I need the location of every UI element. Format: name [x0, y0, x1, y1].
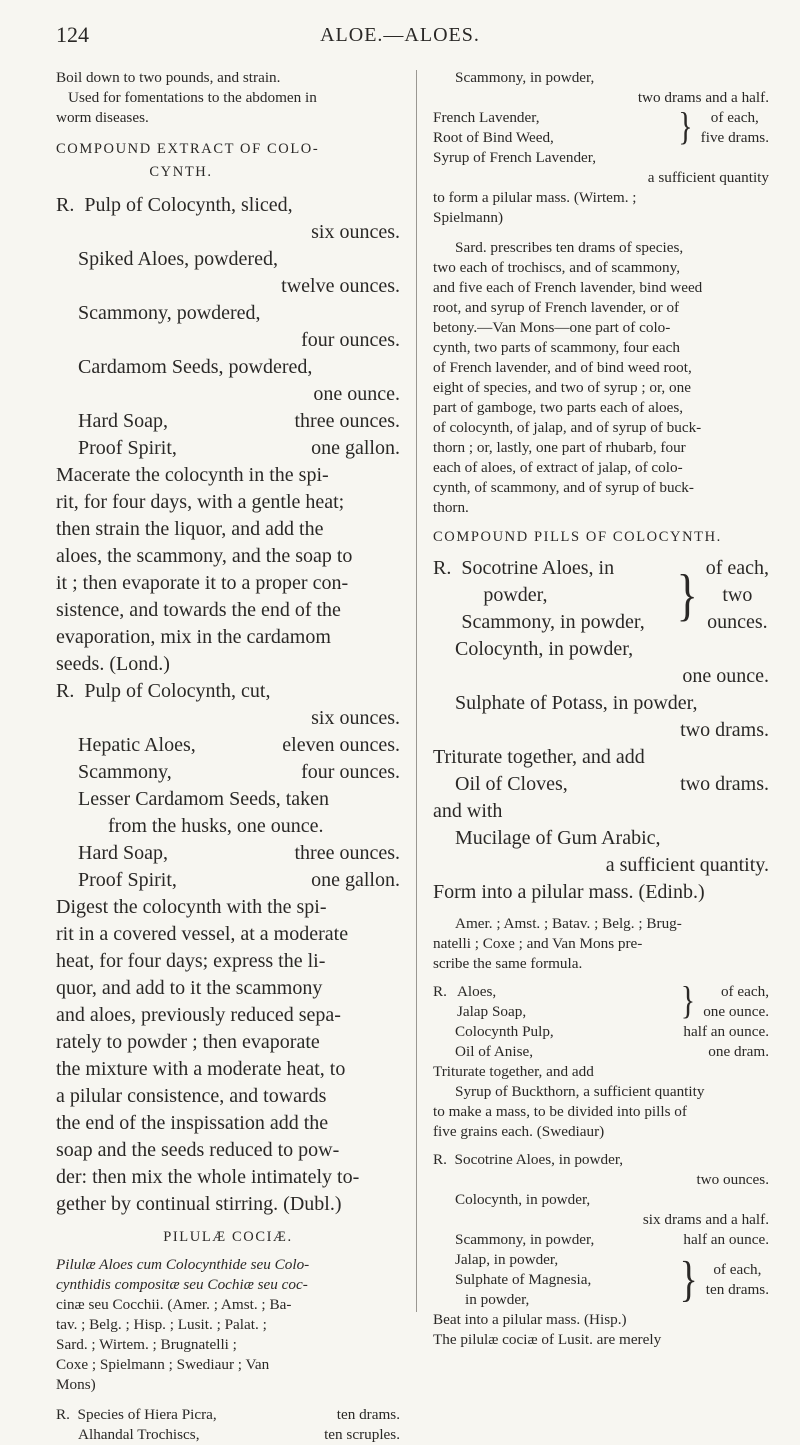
macerate-paragraph	[56, 462, 400, 678]
ingredient: Scammony,	[78, 761, 172, 783]
pilulae-paragraph	[56, 1255, 400, 1395]
ingredient: Lesser Cardamom Seeds, taken	[78, 788, 330, 810]
quantity: two ounces.	[696, 1171, 769, 1188]
text-line: Used for fomentations to the abdomen in	[68, 89, 317, 106]
quantity: six ounces.	[311, 221, 400, 243]
section-heading-pilulae-cociae	[56, 1226, 400, 1249]
ingredient: powder,	[483, 584, 548, 606]
ingredient: Colocynth, in powder,	[455, 1191, 591, 1208]
text-line: cynthidis compositæ seu Cochiæ seu coc-	[56, 1276, 308, 1293]
quantity: two drams.	[680, 773, 769, 795]
quantity: two drams and a half.	[637, 89, 769, 106]
quantity: two	[722, 584, 753, 606]
amer-paragraph	[433, 914, 769, 974]
brace-icon: }	[678, 105, 693, 149]
recipe-marker: R.	[433, 983, 447, 1000]
quantity: one ounce.	[682, 665, 769, 687]
quantity: of each,	[713, 1261, 762, 1278]
ingredient: Species of Hiera Picra,	[77, 1406, 217, 1423]
quantity: six drams and a half.	[642, 1211, 769, 1228]
ingredient: Syrup of French Lavender,	[433, 149, 597, 166]
text-line: Syrup of Buckthorn, a sufficient quantity	[455, 1083, 705, 1100]
text-line: gether by continual stirring. (Dubl.)	[56, 1193, 342, 1215]
quantity: a sufficient quantity.	[605, 854, 769, 876]
ingredient: Alhandal Trochiscs,	[78, 1426, 200, 1443]
quantity: one ounce.	[313, 383, 400, 405]
recipe-compound-pills	[433, 555, 769, 906]
recipe-2	[56, 678, 400, 894]
text-line: to form a pilular mass. (Wirtem. ;	[433, 189, 637, 206]
quantity: of each,	[710, 109, 759, 126]
recipe-continued	[433, 68, 769, 228]
recipe-marker: R.	[56, 1406, 70, 1423]
text-line: aloes, the scammony, and the soap to	[56, 545, 353, 567]
text-line: Beat into a pilular mass. (Hisp.)	[433, 1311, 627, 1328]
recipe-swediaur	[433, 979, 769, 1142]
text-line: Sard. prescribes ten drams of species,	[455, 239, 684, 256]
text-line: rately to powder ; then evaporate	[56, 1031, 320, 1053]
ingredient: Proof Spirit,	[78, 869, 177, 891]
quantity: three ounces.	[294, 410, 400, 432]
ingredient: Hard Soap,	[78, 410, 168, 432]
quantity: ten drams.	[705, 1281, 769, 1298]
quantity: six ounces.	[311, 707, 400, 729]
quantity: ten drams.	[336, 1406, 400, 1423]
text-line: The pilulæ cociæ of Lusit. are merely	[433, 1331, 662, 1348]
ingredient: Pulp of Colocynth, sliced,	[84, 194, 293, 216]
quantity: eleven ounces.	[282, 734, 400, 756]
text-line: cynth, two parts of scammony, four each	[433, 339, 681, 356]
ingredient: Sulphate of Potass, in powder,	[455, 692, 698, 714]
text-line: Coxe ; Spielmann ; Swediaur ; Van	[56, 1356, 270, 1373]
text-line: rit, for four days, with a gentle heat;	[56, 491, 345, 513]
text-line: Boil down to two pounds, and strain.	[56, 69, 281, 86]
quantity: four ounces.	[301, 761, 400, 783]
ingredient: French Lavender,	[433, 109, 540, 126]
text-line: Triturate together, and add	[433, 746, 645, 768]
intro-paragraph	[56, 68, 400, 128]
quantity: four ounces.	[301, 329, 400, 351]
quantity: half an ounce.	[683, 1023, 769, 1040]
ingredient: Oil of Cloves,	[455, 773, 568, 795]
page-number: 124	[56, 22, 89, 47]
recipe-marker: R.	[56, 680, 75, 702]
text-line: and with	[433, 800, 503, 822]
text-line: eight of species, and two of syrup ; or, one	[433, 379, 691, 396]
text-line: Form into a pilular mass. (Edinb.)	[433, 881, 705, 903]
text-line: thorn ; or, lastly, one part of rhubarb, four	[433, 439, 686, 456]
recipe-hisp	[433, 1150, 769, 1350]
recipe-marker: R.	[56, 194, 75, 216]
sard-paragraph	[433, 238, 769, 518]
quantity: two drams.	[680, 719, 769, 741]
quantity: five drams.	[700, 129, 769, 146]
ingredient: Scammony, in powder,	[461, 611, 645, 633]
quantity: one ounce.	[703, 1003, 769, 1020]
text-line: rit in a covered vessel, at a moderate	[56, 923, 349, 945]
text-line: to make a mass, to be divided into pills of	[433, 1103, 687, 1120]
text-line: of colocynth, of jalap, and of syrup of buck-	[433, 419, 702, 436]
text-line: sistence, and towards the end of the	[56, 599, 341, 621]
ingredient: Socotrine Aloes, in powder,	[454, 1151, 624, 1168]
ingredient: Scammony, in powder,	[455, 1231, 595, 1248]
text-line: Digest the colocynth with the spi-	[56, 896, 327, 918]
ingredient: in powder,	[465, 1291, 530, 1308]
ingredient: Jalap, in powder,	[455, 1251, 559, 1268]
section-heading-compound-extract	[56, 138, 400, 184]
ingredient: Aloes,	[456, 983, 497, 1000]
ingredient: Cardamom Seeds, powdered,	[78, 356, 313, 378]
ingredient: Socotrine Aloes, in	[461, 557, 615, 579]
text-line: a pilular consistence, and towards	[56, 1085, 327, 1107]
quantity: from the husks, one ounce.	[108, 815, 324, 837]
text-line: the mixture with a moderate heat, to	[56, 1058, 346, 1080]
quantity: ounces.	[707, 611, 768, 633]
ingredient: Sulphate of Magnesia,	[455, 1271, 592, 1288]
quantity: half an ounce.	[683, 1231, 769, 1248]
quantity: three ounces.	[294, 842, 400, 864]
text-line: Mons)	[56, 1376, 96, 1393]
brace-icon: }	[680, 979, 696, 1023]
ingredient: Scammony, powdered,	[78, 302, 261, 324]
text-line: betony.—Van Mons—one part of colo-	[433, 319, 671, 336]
recipe-1	[56, 192, 400, 462]
recipe-3	[56, 1405, 400, 1445]
text-line: evaporation, mix in the cardamom	[56, 626, 331, 648]
ingredient: Oil of Anise,	[455, 1043, 534, 1060]
text-line: Pilulæ Aloes cum Colocynthide seu Colo-	[56, 1256, 310, 1273]
text-line: soap and the seeds reduced to pow-	[56, 1139, 340, 1161]
quantity: a sufficient quantity	[647, 169, 769, 186]
text-line: Spielmann)	[433, 209, 504, 226]
ingredient: Hepatic Aloes,	[78, 734, 196, 756]
text-line: cinæ seu Cocchii. (Amer. ; Amst. ; Ba-	[56, 1296, 292, 1313]
ingredient: Hard Soap,	[78, 842, 168, 864]
recipe-marker: R.	[433, 557, 452, 579]
quantity: of each,	[705, 557, 769, 579]
text-line: scribe the same formula.	[433, 955, 583, 972]
text-line: part of gamboge, two parts each of aloes,	[433, 399, 684, 416]
section-heading-compound-pills	[433, 526, 769, 549]
text-line: tav. ; Belg. ; Hisp. ; Lusit. ; Palat. ;	[56, 1316, 267, 1333]
ingredient: Colocynth, in powder,	[455, 638, 634, 660]
text-line: Macerate the colocynth in the spi-	[56, 464, 329, 486]
text-line: it ; then evaporate it to a proper con-	[56, 572, 349, 594]
ingredient: Spiked Aloes, powdered,	[78, 248, 278, 270]
text-line: seeds. (Lond.)	[56, 653, 170, 675]
text-line: Triturate together, and add	[433, 1063, 594, 1080]
ingredient: Root of Bind Weed,	[433, 129, 554, 146]
heading-line: COMPOUND EXTRACT OF COLO-	[56, 141, 320, 157]
brace-icon: }	[679, 1252, 698, 1308]
ingredient: Pulp of Colocynth, cut,	[84, 680, 271, 702]
quantity: one gallon.	[311, 869, 400, 891]
recipe-marker: R.	[433, 1151, 447, 1168]
quantity: one gallon.	[311, 437, 400, 459]
text-line: of French lavender, and of bind weed root,	[433, 359, 692, 376]
text-line: and aloes, previously reduced sepa-	[56, 1004, 341, 1026]
brace-icon: }	[676, 563, 698, 627]
text-line: heat, for four days; express the li-	[56, 950, 326, 972]
digest-paragraph	[56, 894, 400, 1218]
text-line: quor, and add to it the scammony	[56, 977, 323, 999]
text-line: natelli ; Coxe ; and Van Mons pre-	[433, 935, 643, 952]
text-line: Amer. ; Amst. ; Batav. ; Belg. ; Brug-	[455, 915, 682, 932]
text-line: worm diseases.	[56, 109, 149, 126]
heading-line: COMPOUND PILLS OF COLOCYNTH.	[433, 529, 722, 545]
heading-line: PILULÆ COCIÆ.	[163, 1229, 293, 1245]
right-column	[433, 68, 769, 1350]
text-line: two each of trochiscs, and of scammony,	[433, 259, 681, 276]
ingredient: Scammony, in powder,	[455, 69, 595, 86]
text-line: cynth, of scammony, and of syrup of buck-	[433, 479, 694, 496]
text-line: root, and syrup of French lavender, or of	[433, 299, 680, 316]
ingredient: Jalap Soap,	[456, 1003, 527, 1020]
text-line: thorn.	[433, 499, 469, 516]
text-line: each of aloes, of extract of jalap, of colo-	[433, 459, 683, 476]
text-line: Sard. ; Wirtem. ; Brugnatelli ;	[56, 1336, 237, 1353]
quantity: twelve ounces.	[281, 275, 400, 297]
text-line: the end of the inspissation add the	[56, 1112, 329, 1134]
column-rule	[416, 70, 417, 1312]
heading-line: CYNTH.	[149, 164, 213, 180]
ingredient: Colocynth Pulp,	[455, 1023, 554, 1040]
quantity: of each,	[720, 983, 769, 1000]
running-title: ALOE.—ALOES.	[320, 24, 480, 46]
ingredient: Mucilage of Gum Arabic,	[455, 827, 661, 849]
text-line: then strain the liquor, and add the	[56, 518, 324, 540]
text-line: and five each of French lavender, bind weed	[433, 279, 703, 296]
quantity: one dram.	[708, 1043, 769, 1060]
text-line: der: then mix the whole intimately to-	[56, 1166, 360, 1188]
text-line: five grains each. (Swediaur)	[433, 1123, 605, 1140]
ingredient: Proof Spirit,	[78, 437, 177, 459]
quantity: ten scruples.	[324, 1426, 400, 1443]
left-column	[56, 68, 400, 1445]
